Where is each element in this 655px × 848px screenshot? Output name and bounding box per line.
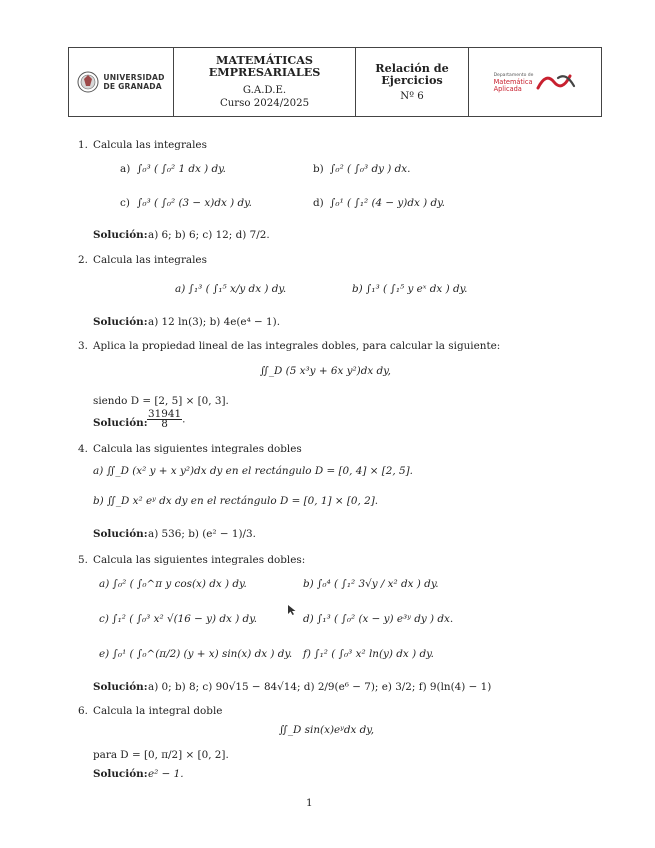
- ex1-a-label: a): [120, 163, 131, 175]
- ex5-number: 5.: [78, 554, 88, 566]
- ex1-c-expression: ∫₀³ ( ∫₀² (3 − x)dx ) dy.: [137, 197, 252, 209]
- ex6-number: 6.: [78, 705, 88, 717]
- sheet-cell: [356, 48, 469, 116]
- mouse-cursor-icon: [287, 604, 297, 616]
- document-header: [68, 47, 602, 117]
- ex4-a-expression: a) ∬_D (x² y + x y²)dx dy en el rectángulo D = [0, 4] × [2, 5].: [93, 465, 413, 477]
- ex3-expression: ∬_D (5 x³y + 6x y²)dx dy,: [260, 365, 391, 377]
- ex5-c-expression: c) ∫₁² ( ∫₀³ x² √(16 − y) dx ) dy.: [99, 613, 258, 625]
- ex1-b-label: b): [313, 163, 324, 175]
- ex1-solution: a) 6; b) 6; c) 12; d) 7/2.: [148, 229, 270, 241]
- university-name-line2: DE GRANADA: [103, 82, 162, 91]
- ex5-prompt: Calcula las siguientes integrales dobles:: [93, 554, 306, 566]
- course-cell: [174, 48, 356, 116]
- ex1-d-label: d): [313, 197, 324, 209]
- ex5-solution-label: Solución:: [93, 681, 148, 693]
- ex1-number: 1.: [78, 139, 88, 151]
- dept-line3: Aplicada: [493, 84, 522, 93]
- department-logo-icon: [536, 70, 576, 94]
- sheet-number: Nº 6: [400, 90, 424, 102]
- ex5-e-expression: e) ∫₀¹ ( ∫₀^(π/2) (y + x) sin(x) dx ) dy.: [99, 648, 293, 660]
- ex3-number: 3.: [78, 340, 88, 352]
- degree: G.A.D.E.: [242, 85, 287, 96]
- ex2-solution: a) 12 ln(3); b) 4e(e⁴ − 1).: [148, 316, 281, 328]
- sheet-title-line1: Relación de: [375, 60, 449, 75]
- ex3-solution-numerator: 31941: [148, 408, 182, 420]
- ex6-solution-label: Solución:: [93, 768, 148, 780]
- ex3-solution: $\frac{31941}{8}$ .: [148, 408, 186, 430]
- ex2-b-expression: b) ∫₁³ ( ∫₁⁵ y eˣ dx ) dy.: [352, 283, 468, 295]
- ex1-solution-label: Solución:: [93, 229, 148, 241]
- ex5-a-expression: a) ∫₀² ( ∫₀^π y cos(x) dx ) dy.: [99, 578, 247, 590]
- course-title-line2: EMPRESARIALES: [208, 65, 321, 79]
- course-year: Curso 2024/2025: [219, 98, 310, 109]
- university-name-line1: UNIVERSIDAD: [103, 73, 165, 82]
- ex3-prompt: Aplica la propiedad lineal de las integrales dobles, para calcular la siguiente:: [93, 340, 501, 352]
- ex2-prompt: Calcula las integrales: [93, 254, 207, 266]
- ex6-domain: para D = [0, π/2] × [0, 2].: [93, 749, 229, 761]
- ex1-prompt: Calcula las integrales: [93, 139, 207, 151]
- page-number: 1: [306, 797, 313, 809]
- ex6-expression: ∬_D sin(x)eʸdx dy,: [279, 724, 375, 736]
- course-title-line1: MATEMÁTICAS: [216, 53, 313, 67]
- ex1-c-label: c): [120, 197, 130, 209]
- ex6-prompt: Calcula la integral doble: [93, 705, 223, 717]
- ex6-solution: e² − 1.: [148, 768, 184, 780]
- ex5-f-expression: f) ∫₁² ( ∫₀³ x² ln(y) dx ) dy.: [303, 648, 434, 660]
- ex3-domain: siendo D = [2, 5] × [0, 3].: [93, 395, 229, 407]
- ex1-b-expression: ∫₀² ( ∫₀³ dy ) dx.: [330, 163, 411, 175]
- ex2-number: 2.: [78, 254, 88, 266]
- dept-line2: Matemática: [493, 77, 533, 86]
- ex5-solution: a) 0; b) 8; c) 90√15 − 84√14; d) 2/9(e⁶ − 7); e) 3/2; f) 9(ln(4) − 1): [148, 681, 492, 693]
- ex5-d-expression: d) ∫₁³ ( ∫₀² (x − y) e³ʸ dy ) dx.: [303, 613, 454, 625]
- ex2-a-expression: a) ∫₁³ ( ∫₁⁵ x/y dx ) dy.: [175, 283, 287, 295]
- ex4-number: 4.: [78, 443, 88, 455]
- ex4-prompt: Calcula las siguientes integrales dobles: [93, 443, 302, 455]
- ex4-solution: a) 536; b) (e² − 1)/3.: [148, 528, 256, 540]
- ex2-solution-label: Solución:: [93, 316, 148, 328]
- department-logo-cell: [469, 48, 601, 116]
- ex5-b-expression: b) ∫₀⁴ ( ∫₁² 3√y / x² dx ) dy.: [303, 578, 439, 590]
- ex4-solution-label: Solución:: [93, 528, 148, 540]
- university-crest-icon: [77, 69, 99, 95]
- ex4-b-expression: b) ∬_D x² eʸ dx dy en el rectángulo D = [0, 1] × [0, 2].: [93, 495, 379, 507]
- ex3-solution-denominator: 8: [161, 418, 168, 430]
- ex1-a-expression: ∫₀³ ( ∫₀² 1 dx ) dy.: [137, 163, 226, 175]
- dept-line1: Departamento de: [493, 72, 534, 78]
- sheet-title-line2: Ejercicios: [381, 72, 443, 87]
- ex3-solution-label: Solución:: [93, 417, 148, 429]
- university-logo-cell: [69, 48, 174, 116]
- ex1-d-expression: ∫₀¹ ( ∫₁² (4 − y)dx ) dy.: [330, 197, 445, 209]
